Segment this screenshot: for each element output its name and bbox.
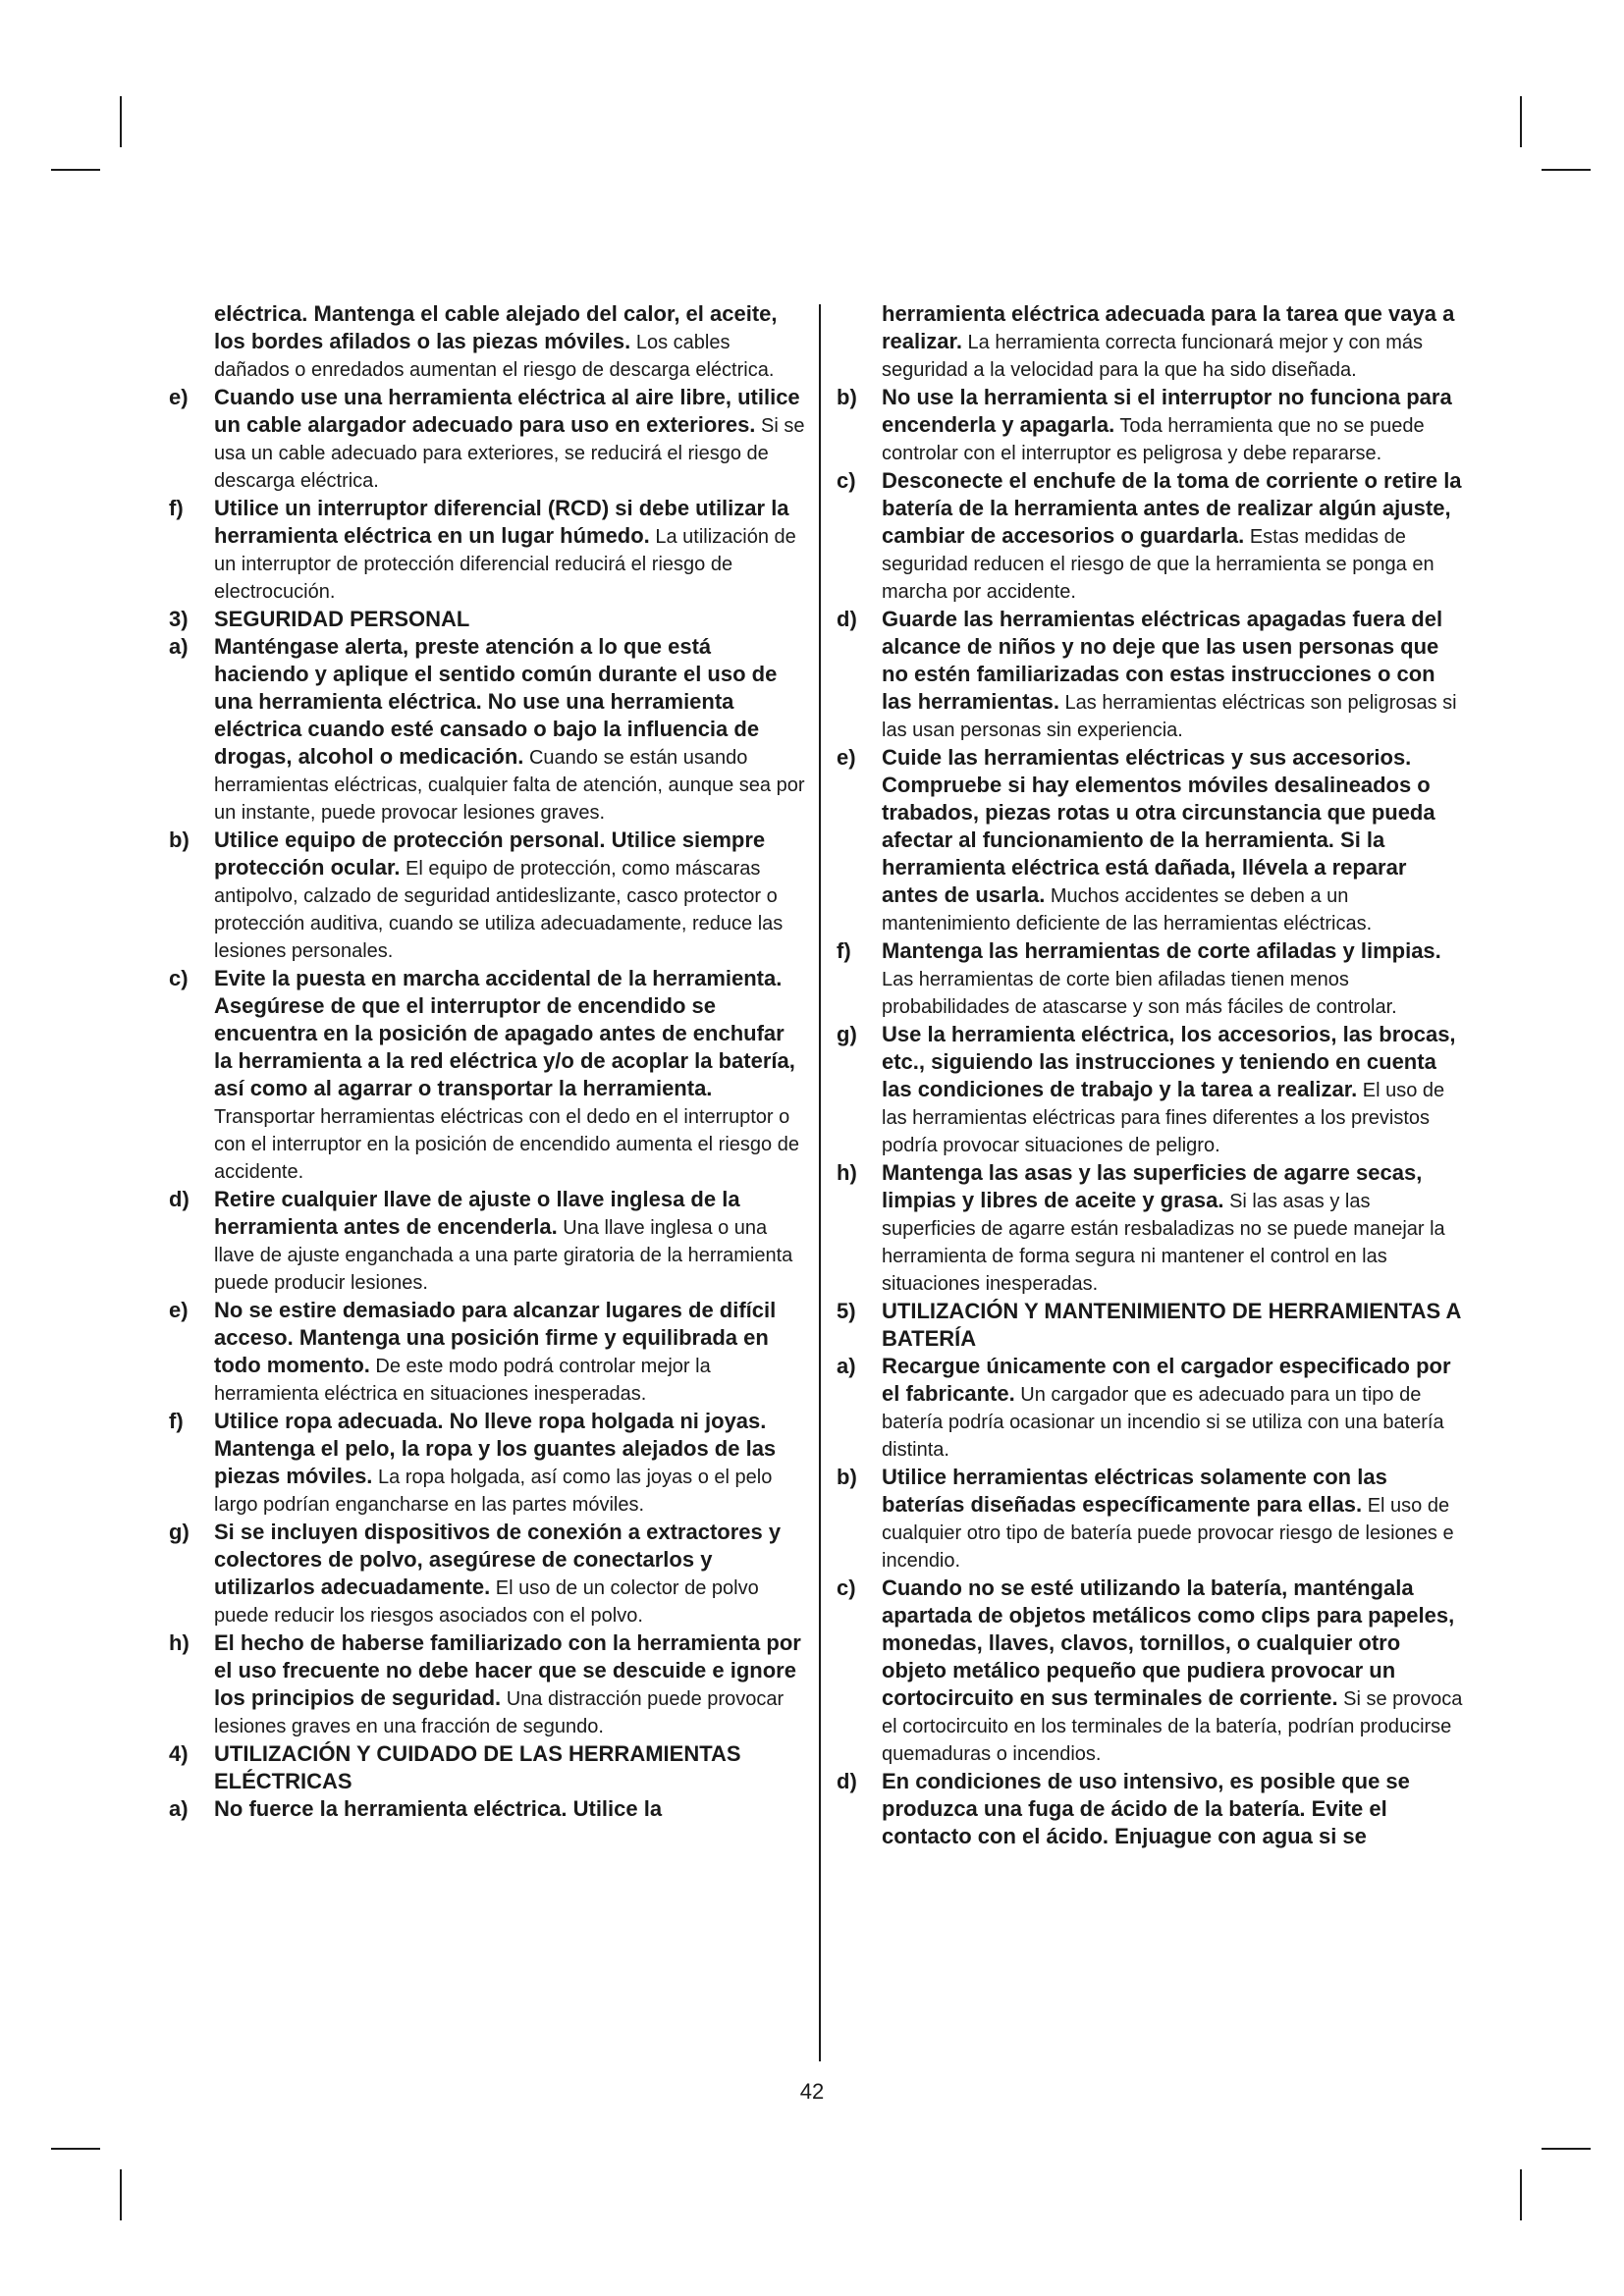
explanation-text: Muchos accidentes se deben a un mantenimiento deficiente de las herramientas eléctricas. xyxy=(882,885,1373,934)
explanation-text: La ropa holgada, así como las joyas o el pelo largo podrían engancharse en las partes móviles. xyxy=(214,1467,773,1516)
warning-text: Utilice un interruptor diferencial (RCD) si debe utilizar la herramienta eléctrica en un lugar húmedo. xyxy=(214,496,789,548)
list-marker: f) xyxy=(169,1409,184,1433)
list-marker: c) xyxy=(837,468,856,493)
item-body xyxy=(882,300,1465,384)
list-item xyxy=(837,467,1465,606)
list-item xyxy=(169,384,807,495)
list-item xyxy=(169,1297,807,1408)
explanation-text: Una distracción puede provocar lesiones graves en una fracción de segundo. xyxy=(214,1688,785,1737)
crop-mark xyxy=(1542,169,1591,171)
list-item xyxy=(169,1408,807,1519)
item-body xyxy=(882,1575,1465,1768)
list-item xyxy=(169,1519,807,1629)
crop-mark xyxy=(1520,2169,1522,2220)
warning-text: No use la herramienta si el interruptor no funciona para encenderla y apagarla. xyxy=(882,385,1452,437)
list-item xyxy=(837,606,1465,744)
item-body xyxy=(882,1768,1465,1850)
list-marker: b) xyxy=(837,1465,857,1489)
list-marker: f) xyxy=(837,938,851,963)
list-marker: h) xyxy=(837,1160,857,1185)
explanation-text: Las herramientas eléctricas son peligrosas si las usan personas sin experiencia. xyxy=(882,692,1457,741)
explanation-text: Estas medidas de seguridad reducen el riesgo de que la herramienta se ponga en marcha por accidente. xyxy=(882,526,1435,603)
warning-text: Cuando no se esté utilizando la batería, manténgala apartada de objetos metálicos como clips para papeles, monedas, llaves, clavos, tornillos, o cualquier otro objeto metálico pequeño que pudiera provocar un cortocircuito en sus terminales de corriente. xyxy=(882,1575,1455,1710)
list-marker: 3) xyxy=(169,607,189,631)
list-marker: g) xyxy=(837,1022,857,1046)
item-body xyxy=(214,1408,807,1519)
item-body xyxy=(214,300,807,384)
item-body xyxy=(882,467,1465,606)
list-item xyxy=(169,827,807,965)
paragraph-continuation xyxy=(169,300,807,384)
item-body xyxy=(214,1186,807,1297)
explanation-text: Una llave inglesa o una llave de ajuste enganchada a una parte giratoria de la herramienta puede producir lesiones. xyxy=(214,1217,793,1294)
warning-text: Retire cualquier llave de ajuste o llave inglesa de la herramienta antes de encenderla. xyxy=(214,1187,740,1239)
crop-mark xyxy=(51,2148,100,2150)
section-heading xyxy=(169,1740,807,1795)
warning-text: Mantenga las asas y las superficies de agarre secas, limpias y libres de aceite y grasa. xyxy=(882,1160,1423,1212)
list-item xyxy=(837,937,1465,1021)
list-marker: e) xyxy=(169,385,189,409)
item-body xyxy=(214,1297,807,1408)
list-marker: b) xyxy=(837,385,857,409)
list-marker: 5) xyxy=(837,1299,856,1323)
list-marker: d) xyxy=(169,1187,189,1211)
item-body xyxy=(882,1021,1465,1159)
item-body xyxy=(214,606,807,633)
list-item xyxy=(169,633,807,827)
warning-text: Guarde las herramientas eléctricas apagadas fuera del alcance de niños y no deje que las usen personas que no estén familiarizadas con estas instrucciones o con las herramientas. xyxy=(882,607,1443,714)
item-body xyxy=(882,744,1465,937)
explanation-text: Si se usa un cable adecuado para exteriores, se reducirá el riesgo de descarga eléctrica. xyxy=(214,415,805,492)
list-item xyxy=(169,1629,807,1740)
list-marker: 4) xyxy=(169,1741,189,1766)
heading-text: SEGURIDAD PERSONAL xyxy=(214,607,470,631)
list-item xyxy=(837,1021,1465,1159)
crop-mark xyxy=(51,169,100,171)
list-item xyxy=(837,1768,1465,1850)
list-marker: f) xyxy=(169,496,184,520)
list-item xyxy=(837,1353,1465,1464)
warning-text: Use la herramienta eléctrica, los accesorios, las brocas, etc., siguiendo las instrucciones y teniendo en cuenta las condiciones de trabajo y la tarea a realizar. xyxy=(882,1022,1456,1101)
list-marker: c) xyxy=(169,966,189,990)
crop-mark xyxy=(1542,2148,1591,2150)
warning-text: herramienta eléctrica adecuada para la tarea que vaya a realizar. xyxy=(882,301,1455,353)
list-marker: e) xyxy=(169,1298,189,1322)
section-heading xyxy=(837,1298,1465,1353)
explanation-text: Transportar herramientas eléctricas con el dedo en el interruptor o con el interruptor en la posición de encendido aumenta el riesgo de accidente. xyxy=(214,1106,799,1183)
item-body xyxy=(214,384,807,495)
paragraph-continuation xyxy=(837,300,1465,384)
warning-text: Mantenga las herramientas de corte afiladas y limpias. xyxy=(882,938,1441,963)
crop-mark xyxy=(120,2169,122,2220)
list-marker: c) xyxy=(837,1575,856,1600)
right-column xyxy=(837,300,1465,1850)
heading-text: UTILIZACIÓN Y MANTENIMIENTO DE HERRAMIENTAS A BATERÍA xyxy=(882,1299,1461,1351)
item-body xyxy=(214,965,807,1186)
item-body xyxy=(214,827,807,965)
item-body xyxy=(882,1353,1465,1464)
item-body xyxy=(882,384,1465,467)
list-item xyxy=(837,1464,1465,1575)
explanation-text: De este modo podrá controlar mejor la herramienta eléctrica en situaciones inesperadas. xyxy=(214,1356,711,1405)
item-body xyxy=(214,633,807,827)
section-heading xyxy=(169,606,807,633)
explanation-text: La utilización de un interruptor de protección diferencial reducirá el riesgo de electrocución. xyxy=(214,526,796,603)
crop-mark xyxy=(120,96,122,147)
explanation-text: El uso de cualquier otro tipo de batería puede provocar riesgo de lesiones e incendio. xyxy=(882,1495,1454,1572)
item-body xyxy=(882,937,1465,1021)
explanation-text: Si se provoca el cortocircuito en los terminales de la batería, podrían producirse quemaduras o incendios. xyxy=(882,1688,1463,1765)
list-marker: e) xyxy=(837,745,856,770)
list-marker: a) xyxy=(169,634,189,659)
warning-text: No se estire demasiado para alcanzar lugares de difícil acceso. Mantenga una posición firme y equilibrada en todo momento. xyxy=(214,1298,777,1377)
list-item xyxy=(169,495,807,606)
item-body xyxy=(214,1740,807,1795)
warning-text: Cuide las herramientas eléctricas y sus accesorios. Compruebe si hay elementos móviles desalineados o trabados, piezas rotas u otra circunstancia que pueda afectar al funcionamiento de la herramienta. Si la herramienta eléctrica está dañada, llévela a reparar antes de usarla. xyxy=(882,745,1435,907)
explanation-text: Cuando se están usando herramientas eléctricas, cualquier falta de atención, aunque sea por un instante, puede provocar lesiones graves. xyxy=(214,747,805,824)
warning-text: El hecho de haberse familiarizado con la herramienta por el uso frecuente no debe hacer que se descuide e ignore los principios de seguridad. xyxy=(214,1630,801,1710)
list-item xyxy=(837,1159,1465,1298)
explanation-text: El uso de un colector de polvo puede reducir los riesgos asociados con el polvo. xyxy=(214,1577,759,1627)
explanation-text: El equipo de protección, como máscaras antipolvo, calzado de seguridad antideslizante, casco protector o protección auditiva, cuando se utiliza adecuadamente, reduce las lesiones personales. xyxy=(214,858,784,962)
warning-text: No fuerce la herramienta eléctrica. Utilice la xyxy=(214,1796,663,1821)
warning-text: Utilice herramientas eléctricas solamente con las baterías diseñadas específicamente para ellas. xyxy=(882,1465,1387,1517)
column-divider xyxy=(819,304,821,2061)
page-number: 42 xyxy=(799,2079,825,2104)
list-marker: d) xyxy=(837,1769,857,1793)
warning-text: Cuando use una herramienta eléctrica al aire libre, utilice un cable alargador adecuado para uso en exteriores. xyxy=(214,385,800,437)
item-body xyxy=(214,1629,807,1740)
explanation-text: Las herramientas de corte bien afiladas tienen menos probabilidades de atascarse y son más fáciles de controlar. xyxy=(882,969,1397,1018)
list-marker: g) xyxy=(169,1520,189,1544)
list-marker: b) xyxy=(169,828,189,852)
list-item xyxy=(169,1795,807,1823)
item-body xyxy=(214,495,807,606)
warning-text: En condiciones de uso intensivo, es posible que se produzca una fuga de ácido de la batería. Evite el contacto con el ácido. Enjuague con agua si se xyxy=(882,1769,1410,1848)
list-item xyxy=(837,744,1465,937)
list-item xyxy=(837,384,1465,467)
warning-text: Evite la puesta en marcha accidental de la herramienta. Asegúrese de que el interruptor de encendido se encuentra en la posición de apagado antes de enchufar la herramienta a la red eléctrica y/o de acoplar la batería, así como al agarrar o transportar la herramienta. xyxy=(214,966,795,1100)
list-item xyxy=(837,1575,1465,1768)
item-body xyxy=(882,1159,1465,1298)
list-marker: a) xyxy=(169,1796,189,1821)
warning-text: Utilice ropa adecuada. No lleve ropa holgada ni joyas. Mantenga el pelo, la ropa y los guantes alejados de las piezas móviles. xyxy=(214,1409,777,1488)
explanation-text: Un cargador que es adecuado para un tipo de batería podría ocasionar un incendio si se utiliza con una batería distinta. xyxy=(882,1384,1444,1461)
explanation-text: Toda herramienta que no se puede controlar con el interruptor es peligrosa y debe repararse. xyxy=(882,415,1425,464)
heading-text: UTILIZACIÓN Y CUIDADO DE LAS HERRAMIENTAS ELÉCTRICAS xyxy=(214,1741,741,1793)
item-body xyxy=(214,1795,807,1823)
item-body xyxy=(882,606,1465,744)
list-marker: a) xyxy=(837,1354,856,1378)
warning-text: Si se incluyen dispositivos de conexión a extractores y colectores de polvo, asegúrese de conectarlos y utilizarlos adecuadamente. xyxy=(214,1520,782,1599)
list-marker: d) xyxy=(837,607,857,631)
explanation-text: Si las asas y las superficies de agarre están resbaladizas no se puede manejar la herramienta de forma segura ni mantener el control en las situaciones inesperadas. xyxy=(882,1191,1445,1295)
list-item xyxy=(169,1186,807,1297)
explanation-text: El uso de las herramientas eléctricas para fines diferentes a los previstos podría provocar situaciones de peligro. xyxy=(882,1080,1445,1156)
list-item xyxy=(169,965,807,1186)
item-body xyxy=(882,1298,1465,1353)
explanation-text: La herramienta correcta funcionará mejor y con más seguridad a la velocidad para la que ha sido diseñada. xyxy=(882,332,1424,381)
item-body xyxy=(214,1519,807,1629)
warning-text: Manténgase alerta, preste atención a lo que está haciendo y aplique el sentido común durante el uso de una herramienta eléctrica. No use una herramienta eléctrica cuando esté cansado o bajo la influencia de drogas, alcohol o medicación. xyxy=(214,634,778,769)
warning-text: Utilice equipo de protección personal. Utilice siempre protección ocular. xyxy=(214,828,766,880)
warning-text: Desconecte el enchufe de la toma de corriente o retire la batería de la herramienta antes de realizar algún ajuste, cambiar de accesorios o guardarla. xyxy=(882,468,1462,548)
warning-text: Recargue únicamente con el cargador especificado por el fabricante. xyxy=(882,1354,1451,1406)
explanation-text: Los cables dañados o enredados aumentan el riesgo de descarga eléctrica. xyxy=(214,332,775,381)
item-body xyxy=(882,1464,1465,1575)
left-column xyxy=(169,300,807,1823)
warning-text: eléctrica. Mantenga el cable alejado del calor, el aceite, los bordes afilados o las piezas móviles. xyxy=(214,301,778,353)
crop-mark xyxy=(1520,96,1522,147)
list-marker: h) xyxy=(169,1630,189,1655)
